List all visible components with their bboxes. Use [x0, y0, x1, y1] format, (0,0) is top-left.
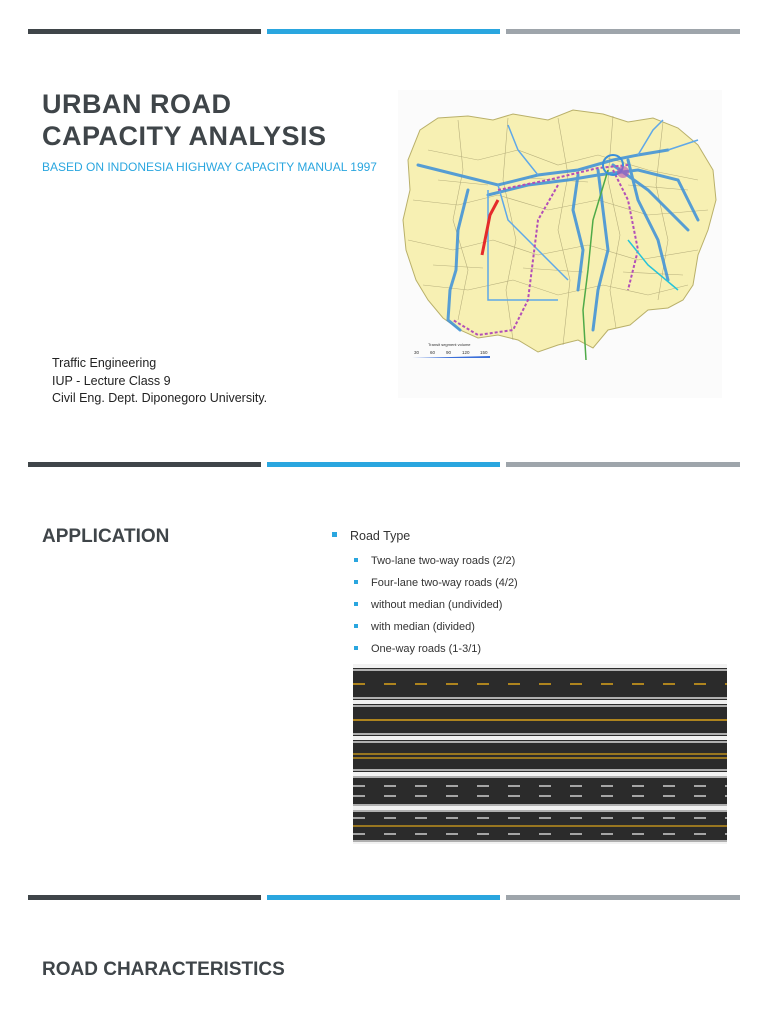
list-item: without median (undivided) — [350, 594, 518, 616]
map-legend-tick: 30 — [414, 350, 420, 355]
map-legend-tick: 60 — [430, 350, 436, 355]
map-legend-tick: 150 — [480, 350, 488, 355]
road-types-graphic — [353, 664, 727, 844]
list-item — [330, 526, 518, 660]
map-legend-scale — [412, 356, 490, 358]
map-legend-title: Transit segment volume — [428, 342, 471, 347]
slide2-bar-dark — [28, 462, 261, 467]
course-info-line: Civil Eng. Dept. Diponegoro University. — [52, 391, 268, 405]
road-type-list — [330, 526, 518, 660]
slide-title-line-2: CAPACITY ANALYSIS — [42, 121, 327, 151]
slide3-bar-dark — [28, 895, 261, 900]
road-types-image — [353, 664, 727, 844]
slide2-bar-gray — [506, 462, 740, 467]
transit-map-graphic — [398, 90, 722, 398]
application-title: APPLICATION — [42, 526, 170, 547]
slide2-bar-blue — [267, 462, 500, 467]
slide-subtitle: BASED ON INDONESIA HIGHWAY CAPACITY MANUAL 1997 — [42, 160, 377, 174]
course-info — [52, 355, 267, 408]
list-item: with median (divided) — [350, 616, 518, 638]
course-info-line: IUP - Lecture Class 9 — [52, 373, 171, 388]
header-bar-dark — [28, 29, 261, 34]
list-item: Four-lane two-way roads (4/2) — [350, 572, 518, 594]
road-type-label: Road Type — [350, 529, 411, 543]
slide-title — [42, 88, 327, 152]
header-bar-blue — [267, 29, 500, 34]
slide3-bar-gray — [506, 895, 740, 900]
road-type-sublist — [350, 550, 518, 660]
course-info-line: Traffic Engineering — [52, 356, 157, 370]
map-legend-tick: 120 — [462, 350, 470, 355]
header-bar-gray — [506, 29, 740, 34]
road-characteristics-title: ROAD CHARACTERISTICS — [42, 959, 285, 980]
slide3-bar-blue — [267, 895, 500, 900]
transit-map-image — [398, 90, 722, 398]
list-item: Two-lane two-way roads (2/2) — [350, 550, 518, 572]
list-item: One-way roads (1-3/1) — [350, 638, 518, 660]
map-legend-tick: 90 — [446, 350, 452, 355]
slide-title-line-1: URBAN ROAD — [42, 89, 232, 119]
